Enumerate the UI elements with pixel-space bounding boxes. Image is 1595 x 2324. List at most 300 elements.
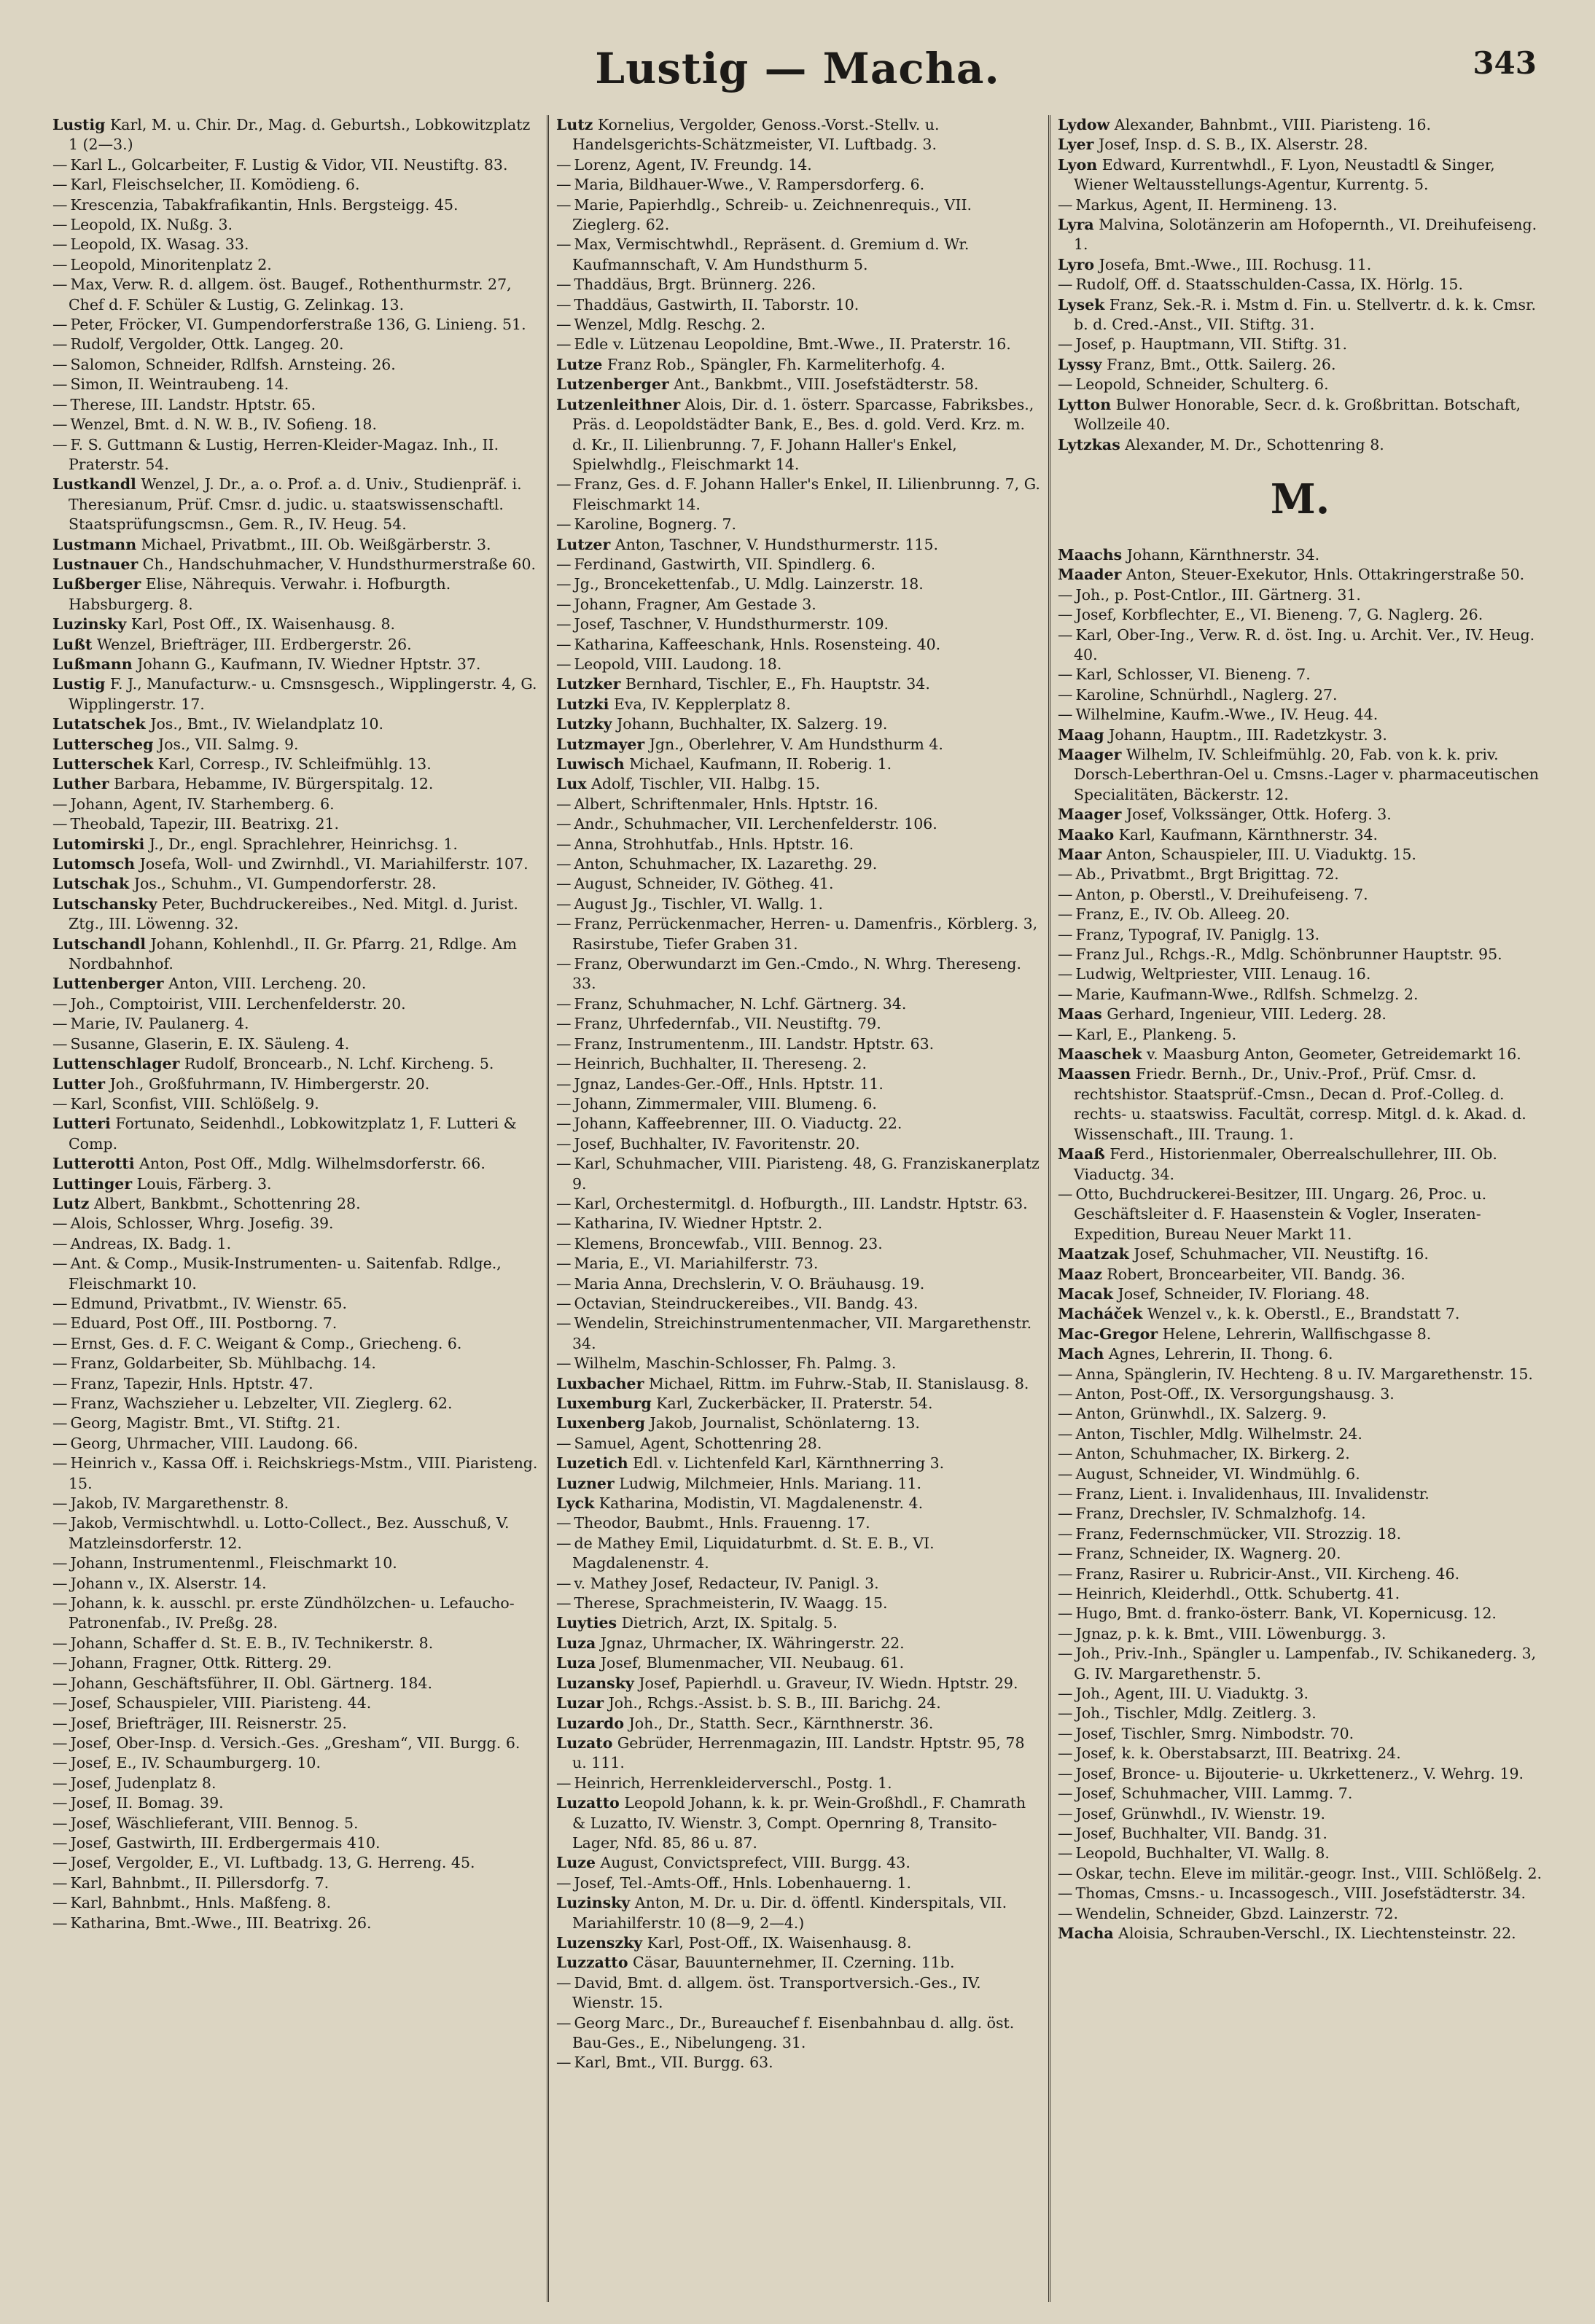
entry-text: Thomas, Cmsns.- u. Incassogesch., VIII. Josefstädterstr. 34.	[1075, 1884, 1526, 1903]
entry-dash: —	[556, 176, 572, 194]
entry-text: Krescenzia, Tabakfrafikantin, Hnls. Bergsteigg. 45.	[70, 195, 459, 214]
directory-entry	[52, 1075, 539, 1094]
entry-text: Josef, Grünwhdl., IV. Wienstr. 19.	[1075, 1804, 1326, 1822]
entry-dash: —	[52, 255, 68, 273]
entry-text: Edward, Kurrentwhdl., F. Lyon, Neustadtl & Singer, Wiener Weltausstellungs-Agentur, Kurrentg. 5.	[1074, 155, 1495, 194]
entry-text: Alois, Schlosser, Whrg. Josefig. 39.	[70, 1214, 334, 1233]
directory-entry	[556, 1394, 1041, 1413]
entry-surname: Lutschansky	[52, 894, 157, 913]
entry-text: Josef, Vergolder, E., VI. Luftbadg. 13, G. Herreng. 45.	[70, 1854, 475, 1872]
entry-text: Maria, E., VI. Mariahilferstr. 73.	[574, 1255, 819, 1273]
directory-entry	[1058, 1365, 1543, 1384]
entry-text: Elise, Nährequis. Verwahr. i. Hofburgth. Habsburgerg. 8.	[69, 575, 451, 613]
directory-entry	[52, 1693, 539, 1713]
entry-dash: —	[52, 416, 68, 434]
entry-text: Lorenz, Agent, IV. Freundg. 14.	[574, 155, 812, 173]
entry-surname: Lytton	[1058, 395, 1112, 413]
directory-entry	[1058, 905, 1543, 924]
directory-entry	[1058, 135, 1543, 155]
entry-text: Maria Anna, Drechslerin, V. O. Bräuhausg. 19.	[574, 1274, 925, 1292]
entry-text: Josef, Gastwirth, III. Erdbergermais 410.	[70, 1833, 381, 1852]
entry-text: Franz, Perrückenmacher, Herren- u. Damenfris., Körblerg. 3, Rasirstube, Tiefer Graben 31.	[572, 915, 1038, 953]
entry-surname: Macak	[1058, 1284, 1113, 1303]
directory-entry	[52, 814, 539, 834]
entry-text: Wendelin, Schneider, Gbzd. Lainzerstr. 72.	[1075, 1904, 1399, 1922]
entry-text: Johann G., Kaufmann, IV. Wiedner Hptstr. 37.	[132, 655, 481, 673]
directory-entry	[556, 555, 1041, 574]
entry-dash: —	[52, 1395, 68, 1412]
entry-dash: —	[52, 1094, 68, 1112]
entry-text: Leopold, IX. Wasag. 33.	[70, 235, 249, 254]
entry-surname: Lutschak	[52, 875, 130, 893]
directory-entry	[52, 1354, 539, 1373]
entry-surname: Luze	[556, 1854, 596, 1872]
entry-surname: Macha	[1058, 1924, 1114, 1942]
entry-text: Heinrich, Buchhalter, II. Thereseng. 2.	[574, 1055, 867, 1073]
entry-dash: —	[1058, 1744, 1073, 1763]
entry-text: Josef, Tel.-Amts-Off., Hnls. Lobenhauerng. 1.	[574, 1873, 912, 1892]
entry-text: Joh., p. Post-Cntlor., III. Gärtnerg. 31.	[1075, 585, 1361, 604]
entry-text: Ab., Privatbmt., Brgt Brigittag. 72.	[1075, 865, 1339, 884]
entry-text: Josef, Blumenmacher, VII. Neubaug. 61.	[596, 1654, 905, 1672]
entry-text: Anton, Grünwhdl., IX. Salzerg. 9.	[1075, 1405, 1327, 1423]
entry-text: Michael, Kaufmann, II. Roberig. 1.	[624, 755, 892, 773]
entry-dash: —	[52, 1214, 68, 1233]
entry-text: Josef, Ober-Insp. d. Versich.-Ges. „Gresham“, VII. Burgg. 6.	[70, 1734, 520, 1752]
entry-text: August, Schneider, IV. Götheg. 41.	[574, 875, 834, 893]
directory-entry	[1058, 1404, 1543, 1424]
entry-dash: —	[52, 355, 68, 373]
entry-text: Jgn., Oberlehrer, V. Am Hundsthurm 4.	[644, 735, 943, 753]
directory-entry	[1058, 705, 1543, 725]
entry-dash: —	[556, 875, 572, 893]
directory-entry	[1058, 1424, 1543, 1444]
entry-text: Josef, Volkssänger, Ottk. Hoferg. 3.	[1121, 806, 1392, 824]
entry-dash: —	[52, 1554, 68, 1572]
entry-text: Josef, II. Bomag. 39.	[70, 1794, 224, 1812]
directory-entry	[556, 1953, 1041, 1973]
entry-text: Josef, E., IV. Schaumburgerg. 10.	[70, 1754, 321, 1772]
entry-dash: —	[52, 1594, 68, 1613]
entry-text: Josef, Schuhmacher, VIII. Lammg. 7.	[1075, 1785, 1353, 1803]
directory-entry	[1058, 1904, 1543, 1924]
directory-entry	[52, 1254, 539, 1294]
entry-surname: Luther	[52, 775, 109, 793]
entry-surname: Luxemburg	[556, 1395, 652, 1412]
entry-text: Thaddäus, Gastwirth, II. Taborstr. 10.	[574, 295, 859, 313]
entry-text: Josef, Buchhalter, VII. Bandg. 31.	[1075, 1824, 1327, 1842]
entry-text: Gerhard, Ingenieur, VIII. Lederg. 28.	[1101, 1005, 1387, 1023]
entry-dash: —	[52, 316, 68, 334]
entry-text: Joh., Großfuhrmann, IV. Himbergerstr. 20.	[105, 1075, 430, 1093]
directory-entry	[1058, 1025, 1543, 1045]
directory-entry	[1058, 1284, 1543, 1304]
entry-surname: Lytzkas	[1058, 435, 1120, 453]
directory-entry	[556, 1034, 1041, 1054]
entry-dash: —	[52, 375, 68, 394]
directory-entry	[1058, 1644, 1543, 1684]
directory-entry	[556, 1613, 1041, 1633]
directory-entry	[1058, 625, 1543, 666]
entry-surname: Macháček	[1058, 1305, 1143, 1323]
entry-text: Ferd., Historienmaler, Oberrealschullehrer, III. Ob. Viaductg. 34.	[1074, 1145, 1497, 1183]
entry-text: Karl, Zuckerbäcker, II. Praterstr. 54.	[651, 1395, 933, 1412]
entry-surname: Lutzenleithner	[556, 395, 681, 413]
entry-text: Michael, Rittm. im Fuhrw.-Stab, II. Stanislausg. 8.	[644, 1374, 1029, 1392]
entry-text: Maria, Bildhauer-Wwe., V. Rampersdorferg. 6.	[574, 176, 925, 194]
directory-entry	[1058, 215, 1543, 255]
directory-entry	[52, 1413, 539, 1433]
entry-text: Klemens, Broncewfab., VIII. Bennog. 23.	[574, 1234, 883, 1252]
entry-text: Octavian, Steindruckereibes., VII. Bandg. 43.	[574, 1294, 919, 1312]
directory-entry	[52, 1054, 539, 1074]
directory-entry	[52, 1394, 539, 1413]
entry-text: Friedr. Bernh., Dr., Univ.-Prof., Prüf. Cmsr. d. rechtshistor. Staatsprüf.-Cmsn., Decan d. Prof.-Colleg. d. rechts- u. staatswiss. Facultät, corresp. Mitgl. d. k. Akad. d. Wissenschaft., III. Traung. 1.	[1074, 1065, 1526, 1143]
directory-entry	[1058, 155, 1543, 195]
entry-dash: —	[1058, 1185, 1073, 1203]
entry-text: Ant. & Comp., Musik-Instrumenten- u. Saitenfab. Rdlge., Fleischmarkt 10.	[69, 1255, 502, 1292]
entry-text: Karl, E., Plankeng. 5.	[1075, 1025, 1237, 1043]
directory-entry	[556, 754, 1041, 774]
entry-dash: —	[556, 515, 572, 534]
entry-surname: Lyssy	[1058, 355, 1102, 373]
entry-text: Franz, Wachszieher u. Lebzelter, VII. Zieglerg. 62.	[70, 1395, 453, 1412]
directory-entry	[556, 1254, 1041, 1274]
entry-surname: Lutterschek	[52, 755, 154, 773]
directory-entry	[556, 235, 1041, 275]
entry-dash: —	[556, 1514, 572, 1532]
entry-text: Malvina, Solotänzerin am Hofopernth., VI. Dreihufeiseng. 1.	[1074, 216, 1537, 254]
entry-dash: —	[52, 1255, 68, 1273]
entry-text: Johann, Fragner, Ottk. Ritterg. 29.	[70, 1654, 332, 1672]
entry-dash: —	[556, 316, 572, 334]
entry-text: Franz, Instrumentenm., III. Landstr. Hptstr. 63.	[574, 1034, 935, 1053]
directory-entry	[1058, 1045, 1543, 1064]
entry-dash: —	[1058, 1545, 1073, 1563]
entry-surname: Lyro	[1058, 255, 1095, 273]
entry-dash: —	[52, 1494, 68, 1513]
entry-dash: —	[52, 1854, 68, 1872]
entry-text: August, Schneider, VI. Windmühlg. 6.	[1075, 1465, 1360, 1483]
entry-dash: —	[556, 855, 572, 873]
entry-dash: —	[556, 1255, 572, 1273]
entry-text: Jos., Schuhm., VI. Gumpendorferstr. 28.	[129, 875, 437, 893]
directory-entry	[52, 854, 539, 874]
entry-text: Franz, Oberwundarzt im Gen.-Cmdo., N. Whrg. Thereseng. 33.	[572, 955, 1022, 993]
entry-text: Wenzel, Mdlg. Reschg. 2.	[574, 316, 766, 334]
directory-entry	[1058, 845, 1543, 865]
directory-entry	[556, 1054, 1041, 1074]
directory-entry	[1058, 1564, 1543, 1584]
entry-text: Anton, Schauspieler, III. U. Viaduktg. 15.	[1101, 846, 1416, 863]
entry-text: Albert, Bankbmt., Schottenring 28.	[89, 1194, 361, 1212]
entry-text: Barbara, Hebamme, IV. Bürgerspitalg. 12.	[109, 775, 434, 793]
directory-entry	[1058, 565, 1543, 585]
entry-dash: —	[556, 235, 572, 254]
entry-text: Anton, Schuhmacher, IX. Lazarethg. 29.	[574, 855, 878, 873]
entry-dash: —	[556, 1194, 572, 1212]
column-left	[45, 115, 547, 2302]
entry-dash: —	[52, 1354, 68, 1373]
entry-dash: —	[1058, 985, 1073, 1003]
entry-text: Hugo, Bmt. d. franko-österr. Bank, VI. Kopernicusg. 12.	[1075, 1604, 1497, 1623]
entry-text: Marie, Papierhdlg., Schreib- u. Zeichnenrequis., VII. Zieglerg. 62.	[572, 195, 972, 234]
entry-text: Josef, Tischler, Smrg. Nimbodstr. 70.	[1075, 1724, 1354, 1742]
columns	[45, 115, 1550, 2302]
directory-entry	[52, 1154, 539, 1174]
entry-dash: —	[1058, 706, 1073, 724]
entry-surname: Luyties	[556, 1614, 617, 1632]
directory-entry	[556, 395, 1041, 475]
entry-text: Wendelin, Streichinstrumentenmacher, VII. Margarethenstr. 34.	[572, 1314, 1032, 1352]
entry-text: Karl, Fleischselcher, II. Komödieng. 6.	[70, 176, 360, 194]
entry-dash: —	[556, 1134, 572, 1153]
entry-dash: —	[556, 335, 572, 354]
entry-dash: —	[52, 1674, 68, 1692]
entry-surname: Maaschek	[1058, 1045, 1142, 1064]
directory-entry	[52, 395, 539, 415]
directory-entry	[52, 1853, 539, 1873]
directory-entry	[1058, 1064, 1543, 1145]
directory-entry	[1058, 545, 1543, 565]
entry-dash: —	[1058, 1804, 1073, 1822]
entry-dash: —	[556, 1354, 572, 1373]
directory-entry	[556, 1114, 1041, 1134]
directory-entry	[1058, 945, 1543, 964]
entry-dash: —	[556, 575, 572, 593]
entry-dash: —	[52, 1434, 68, 1452]
entry-dash: —	[1058, 1724, 1073, 1742]
entry-text: Ludwig, Weltpriester, VIII. Lenaug. 16.	[1075, 965, 1371, 983]
directory-entry	[52, 475, 539, 534]
entry-text: Robert, Broncearbeiter, VII. Bandg. 36.	[1101, 1265, 1405, 1283]
directory-entry	[556, 954, 1041, 994]
entry-text: Max, Vermischtwhdl., Repräsent. d. Gremium d. Wr. Kaufmannschaft, V. Am Hundsthurm 5.	[572, 235, 970, 273]
entry-text: Leopold, Buchhalter, VI. Wallg. 8.	[1075, 1844, 1330, 1863]
entry-text: Leopold Johann, k. k. pr. Wein-Großhdl., F. Chamrath & Luzatto, IV. Wienstr. 3, Compt. Opernring 8, Transito-Lager, Nfd. 85, 86 u. 87.	[572, 1794, 1026, 1852]
directory-entry	[556, 2053, 1041, 2073]
directory-entry	[52, 355, 539, 375]
entry-text: Josef, Briefträger, III. Reisnerstr. 25.	[70, 1714, 347, 1732]
entry-surname: Luzar	[556, 1694, 604, 1712]
entry-text: Edmund, Privatbmt., IV. Wienstr. 65.	[70, 1294, 348, 1312]
entry-dash: —	[52, 216, 68, 234]
entry-dash: —	[556, 1155, 572, 1173]
entry-surname: Lydow	[1058, 116, 1110, 133]
entry-text: Jos., VII. Salmg. 9.	[153, 735, 299, 753]
entry-dash: —	[1058, 1384, 1073, 1403]
entry-dash: —	[556, 955, 572, 973]
entry-text: Andreas, IX. Badg. 1.	[70, 1234, 232, 1252]
directory-entry	[556, 574, 1041, 594]
entry-dash: —	[52, 1374, 68, 1392]
entry-dash: —	[556, 1973, 572, 1992]
entry-text: Cäsar, Bauunternehmer, II. Czerning. 11b.	[628, 1954, 955, 1972]
entry-dash: —	[556, 1434, 572, 1452]
entry-dash: —	[556, 835, 572, 853]
entry-text: Anton, Post-Off., IX. Versorgungshausg. 3.	[1075, 1384, 1395, 1403]
entry-text: J., Dr., engl. Sprachlehrer, Heinrichsg. 1.	[144, 835, 458, 853]
entry-text: Otto, Buchdruckerei-Besitzer, III. Ungarg. 26, Proc. u. Geschäftsleiter d. F. Haasenstein & Vogler, Inseraten-Expedition, Bureau Neuer Markt 11.	[1074, 1185, 1487, 1243]
directory-entry	[1058, 1145, 1543, 1185]
entry-dash: —	[556, 2013, 572, 2032]
entry-dash: —	[556, 894, 572, 913]
entry-text: Wilhelm, Maschin-Schlosser, Fh. Palmg. 3.	[574, 1354, 897, 1373]
directory-entry	[556, 175, 1041, 195]
entry-dash: —	[1058, 1904, 1073, 1922]
entry-text: Alexander, M. Dr., Schottenring 8.	[1120, 435, 1384, 453]
entry-text: Alois, Dir. d. 1. österr. Sparcasse, Fabriksbes., Präs. d. Leopoldstädter Bank, E., Bes. d. gold. Verd. Krz. m. d. Kr., II. Lilienbrunng. 7, F. Johann Haller's Enkel, Spielwhdlg., Fleischmarkt 14.	[572, 395, 1034, 473]
entry-text: v. Mathey Josef, Redacteur, IV. Panigl. 3.	[574, 1574, 879, 1592]
entry-text: Anton, Taschner, V. Hundsthurmerstr. 115.	[610, 535, 939, 553]
entry-dash: —	[52, 1814, 68, 1832]
directory-entry	[52, 1094, 539, 1114]
entry-surname: Lustnauer	[52, 555, 139, 573]
entry-dash: —	[52, 395, 68, 413]
entry-dash: —	[52, 1914, 68, 1932]
directory-entry	[556, 1734, 1041, 1774]
directory-entry	[52, 1714, 539, 1734]
entry-text: Johann, Geschäftsführer, II. Obl. Gärtnerg. 184.	[70, 1674, 433, 1692]
entry-dash: —	[1058, 1445, 1073, 1463]
entry-text: Josef, Bronce- u. Bijouterie- u. Ukrkettenerz., V. Wehrg. 19.	[1075, 1764, 1524, 1782]
entry-text: Salomon, Schneider, Rdlfsh. Arnsteing. 26.	[70, 355, 396, 373]
entry-dash: —	[52, 176, 68, 194]
directory-entry	[556, 695, 1041, 714]
directory-entry	[1058, 435, 1543, 455]
directory-entry	[556, 854, 1041, 874]
entry-surname: Luwisch	[556, 755, 625, 773]
directory-entry	[556, 515, 1041, 534]
entry-text: Alexander, Bahnbmt., VIII. Piaristeng. 16.	[1110, 116, 1432, 133]
entry-text: Joh., Agent, III. U. Viaduktg. 3.	[1075, 1685, 1309, 1703]
entry-text: Johann, Hauptm., III. Radetzkystr. 3.	[1104, 725, 1387, 744]
entry-surname: Lutzmayer	[556, 735, 645, 753]
entry-text: Jos., Bmt., IV. Wielandplatz 10.	[145, 715, 384, 733]
entry-text: Franz, Schneider, IX. Wagnerg. 20.	[1075, 1545, 1341, 1563]
entry-text: Ferdinand, Gastwirth, VII. Spindlerg. 6.	[574, 555, 876, 573]
directory-entry	[556, 195, 1041, 235]
entry-surname: Luzzatto	[556, 1954, 628, 1972]
directory-entry	[52, 115, 539, 155]
entry-surname: Lysek	[1058, 295, 1105, 313]
entry-surname: Luttenschlager	[52, 1055, 180, 1073]
entry-text: Michael, Privatbmt., III. Ob. Weißgärberstr. 3.	[136, 535, 491, 553]
entry-text: David, Bmt. d. allgem. öst. Transportversich.-Ges., IV. Wienstr. 15.	[572, 1973, 981, 2012]
entry-text: Karl, Schlosser, VI. Bieneng. 7.	[1075, 666, 1311, 684]
entry-text: Franz Rob., Spängler, Fh. Karmeliterhofg. 4.	[602, 355, 945, 373]
entry-dash: —	[1058, 1864, 1073, 1882]
entry-text: Heinrich v., Kassa Off. i. Reichskriegs-Mstm., VIII. Piaristeng. 15.	[69, 1454, 538, 1492]
entry-dash: —	[556, 1314, 572, 1333]
directory-entry	[556, 155, 1041, 175]
entry-surname: Lutteri	[52, 1115, 111, 1133]
directory-entry	[52, 175, 539, 195]
entry-text: Georg, Uhrmacher, VIII. Laudong. 66.	[70, 1434, 359, 1452]
entry-text: Marie, IV. Paulanerg. 4.	[70, 1015, 249, 1033]
directory-entry	[52, 1334, 539, 1354]
directory-entry	[556, 355, 1041, 375]
entry-surname: Lustig	[52, 675, 106, 693]
entry-dash: —	[52, 815, 68, 833]
entry-dash: —	[52, 1414, 68, 1432]
directory-entry	[52, 1034, 539, 1054]
directory-entry	[556, 1014, 1041, 1034]
entry-surname: Luza	[556, 1654, 596, 1672]
entry-text: Josef, Schauspieler, VIII. Piaristeng. 44.	[70, 1694, 372, 1712]
directory-entry	[556, 1494, 1041, 1513]
directory-entry	[52, 1194, 539, 1214]
directory-entry	[556, 874, 1041, 894]
entry-dash: —	[556, 1055, 572, 1073]
entry-text: Karoline, Schnürhdl., Naglerg. 27.	[1075, 685, 1338, 703]
directory-entry	[556, 1134, 1041, 1154]
entry-dash: —	[1058, 1824, 1073, 1842]
directory-entry	[52, 874, 539, 894]
entry-surname: Luxbacher	[556, 1374, 644, 1392]
directory-entry	[556, 1693, 1041, 1713]
directory-entry	[556, 1714, 1041, 1734]
entry-dash: —	[556, 1873, 572, 1892]
entry-dash: —	[556, 815, 572, 833]
column-right	[1048, 115, 1550, 2302]
entry-dash: —	[52, 1833, 68, 1852]
entry-text: Andr., Schuhmacher, VII. Lerchenfelderstr. 106.	[574, 815, 937, 833]
entry-text: Josef, Schuhmacher, VII. Neustiftg. 16.	[1128, 1245, 1429, 1263]
directory-entry	[1058, 1684, 1543, 1704]
section-heading: M.	[1270, 475, 1330, 523]
directory-entry	[1058, 295, 1543, 335]
entry-text: Therese, III. Landstr. Hptstr. 65.	[70, 395, 316, 413]
entry-text: Bernhard, Tischler, E., Fh. Hauptstr. 34.	[620, 675, 930, 693]
entry-dash: —	[52, 1794, 68, 1812]
entry-dash: —	[1058, 585, 1073, 604]
entry-dash: —	[1058, 1365, 1073, 1383]
entry-dash: —	[556, 475, 572, 494]
directory-entry	[556, 115, 1041, 155]
directory-entry	[556, 535, 1041, 555]
entry-text: August, Convictsprefect, VIII. Burgg. 43.	[596, 1854, 910, 1872]
directory-entry	[52, 1914, 539, 1933]
directory-entry	[556, 375, 1041, 394]
entry-surname: Lutter	[52, 1075, 106, 1093]
entry-dash: —	[52, 1714, 68, 1732]
directory-entry	[1058, 115, 1543, 135]
directory-entry	[52, 615, 539, 634]
entry-surname: Mach	[1058, 1345, 1104, 1363]
entry-dash: —	[52, 195, 68, 214]
entry-dash: —	[52, 1774, 68, 1792]
directory-entry	[1058, 1784, 1543, 1804]
entry-text: Ernst, Ges. d. F. C. Weigant & Comp., Griecheng. 6.	[70, 1334, 462, 1352]
directory-entry	[52, 1314, 539, 1333]
entry-surname: Luttenberger	[52, 975, 164, 993]
directory-entry	[556, 2013, 1041, 2054]
entry-dash: —	[1058, 1604, 1073, 1623]
directory-entry	[556, 1194, 1041, 1214]
directory-entry	[556, 894, 1041, 914]
entry-text: Johann, Agent, IV. Starhemberg. 6.	[70, 795, 335, 813]
entry-dash: —	[52, 235, 68, 254]
directory-entry	[52, 774, 539, 794]
entry-dash: —	[52, 1654, 68, 1672]
entry-text: Jg., Broncekettenfab., U. Mdlg. Lainzerstr. 18.	[574, 575, 924, 593]
directory-entry	[1058, 745, 1543, 805]
entry-text: Eva, IV. Kepplerplatz 8.	[609, 695, 791, 713]
entry-text: Johann, Buchhalter, IX. Salzerg. 19.	[612, 715, 888, 733]
entry-text: Anton, Tischler, Mdlg. Wilhelmstr. 24.	[1075, 1424, 1362, 1443]
entry-text: Wenzel, J. Dr., a. o. Prof. a. d. Univ., Studienpräf. i. Theresianum, Prüf. Cmsr. d. judic. u. staatswissenschaftl. Staatsprüfungscmsn., Gem. R., IV. Heug. 54.	[69, 475, 522, 534]
